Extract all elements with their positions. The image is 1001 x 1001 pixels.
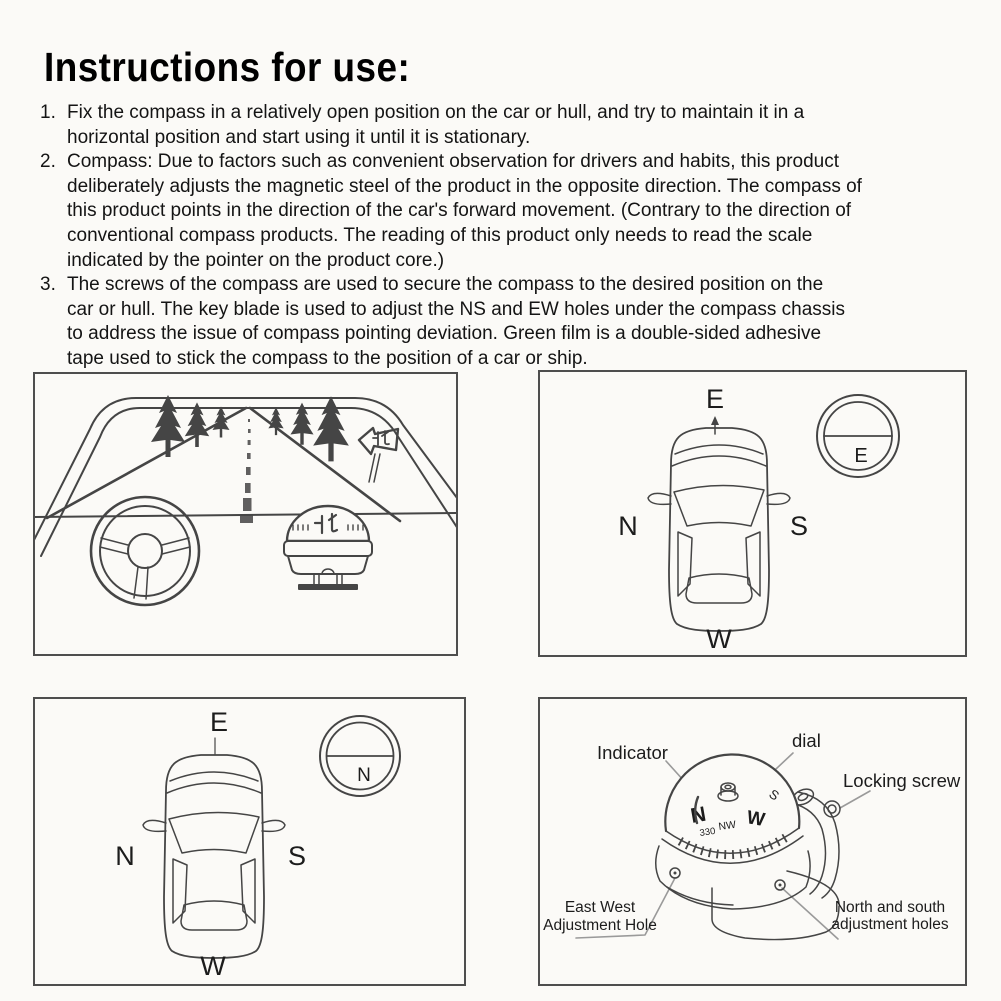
label-locking-screw: Locking screw: [843, 770, 961, 791]
windshield-frame: [35, 398, 456, 556]
cardinal-south-label: S: [287, 841, 307, 871]
compass-dial-inset: [817, 395, 899, 477]
north-south-adjustment-hole: [775, 880, 785, 890]
instruction-item-3: [40, 273, 980, 371]
instruction-number: 3.: [40, 274, 56, 296]
instruction-item-1: [40, 101, 980, 150]
dial-mark-n: N: [688, 802, 708, 828]
label-dial: dial: [792, 730, 821, 751]
instruction-text-line: to address the issue of compass pointing deviation. Green film is a double-sided adhesive: [67, 323, 822, 345]
car-orientation-illustration-1: [540, 372, 965, 655]
dial-tick-marks: [680, 835, 790, 855]
instruction-text-line: Compass: Due to factors such as convenient observation for drivers and habits, this product: [67, 151, 840, 173]
cardinal-east-label: E: [209, 707, 229, 737]
dial-mark-nw: NW: [717, 818, 737, 833]
instruction-text-line: conventional compass products. The reading of this product only needs to read the scale: [67, 224, 813, 246]
inset-compass-letter: N: [357, 765, 371, 786]
instruction-text-line: The screws of the compass are used to secure the compass to the desired position on the: [67, 274, 824, 296]
cardinal-east-label: E: [705, 384, 725, 414]
cardinal-south-label: S: [789, 511, 809, 541]
label-north-south-line1: North and south: [834, 899, 946, 916]
instruction-text-line: indicated by the pointer on the product core.): [67, 249, 445, 271]
cardinal-north-label: N: [618, 511, 638, 541]
dashboard-compass: [284, 506, 372, 590]
page-title: Instructions for use:: [44, 44, 411, 90]
panel-dashboard-view: [33, 372, 458, 656]
pine-trees: [151, 395, 349, 461]
north-road-sign: [359, 428, 398, 482]
cardinal-west-label: W: [706, 624, 732, 654]
instruction-text-line: car or hull. The key blade is used to adjust the NS and EW holes under the compass chassis: [67, 298, 846, 320]
cardinal-west-label: W: [200, 951, 226, 981]
compass-dial-inset: [320, 716, 400, 796]
instruction-text-line: tape used to stick the compass to the position of a car or ship.: [67, 347, 588, 369]
instruction-list: [40, 101, 980, 372]
dashboard-illustration: [35, 374, 456, 654]
compass-product-drawing: [656, 754, 840, 939]
panel-car-orientation-1: [538, 370, 967, 657]
inset-compass-letter: E: [854, 445, 868, 467]
road-center-dashes: [240, 419, 253, 523]
instruction-text-line: horizontal position and start using it until it is stationary.: [67, 126, 531, 148]
label-north-south-line2: adjustment holes: [831, 916, 949, 933]
heading-arrow: [711, 416, 719, 434]
label-east-west-line1: East West: [564, 899, 636, 916]
cardinal-north-label: N: [115, 841, 135, 871]
dial-mark-s: S: [766, 786, 782, 804]
dial-mark-w: W: [745, 807, 767, 832]
east-west-adjustment-hole: [670, 868, 680, 878]
car-orientation-illustration-2: [35, 699, 464, 984]
dial-mark-330: 330: [698, 825, 717, 839]
instruction-text-line: Fix the compass in a relatively open position on the car or hull, and try to maintain it in a: [67, 102, 805, 123]
compass-product-illustration: [540, 699, 965, 984]
instruction-text-line: deliberately adjusts the magnetic steel of the product in the opposite direction. The compass of: [67, 175, 862, 197]
instruction-text-line: this product points in the direction of the car's forward movement. (Contrary to the direction of: [67, 200, 852, 222]
instruction-item-2: [40, 150, 980, 273]
instruction-number: 2.: [40, 151, 56, 173]
panel-product-diagram: [538, 697, 967, 986]
steering-wheel: [91, 497, 199, 605]
instruction-number: 1.: [40, 102, 56, 123]
panel-car-orientation-2: [33, 697, 466, 986]
label-indicator: Indicator: [597, 742, 668, 763]
label-east-west-line2: Adjustment Hole: [543, 917, 657, 934]
